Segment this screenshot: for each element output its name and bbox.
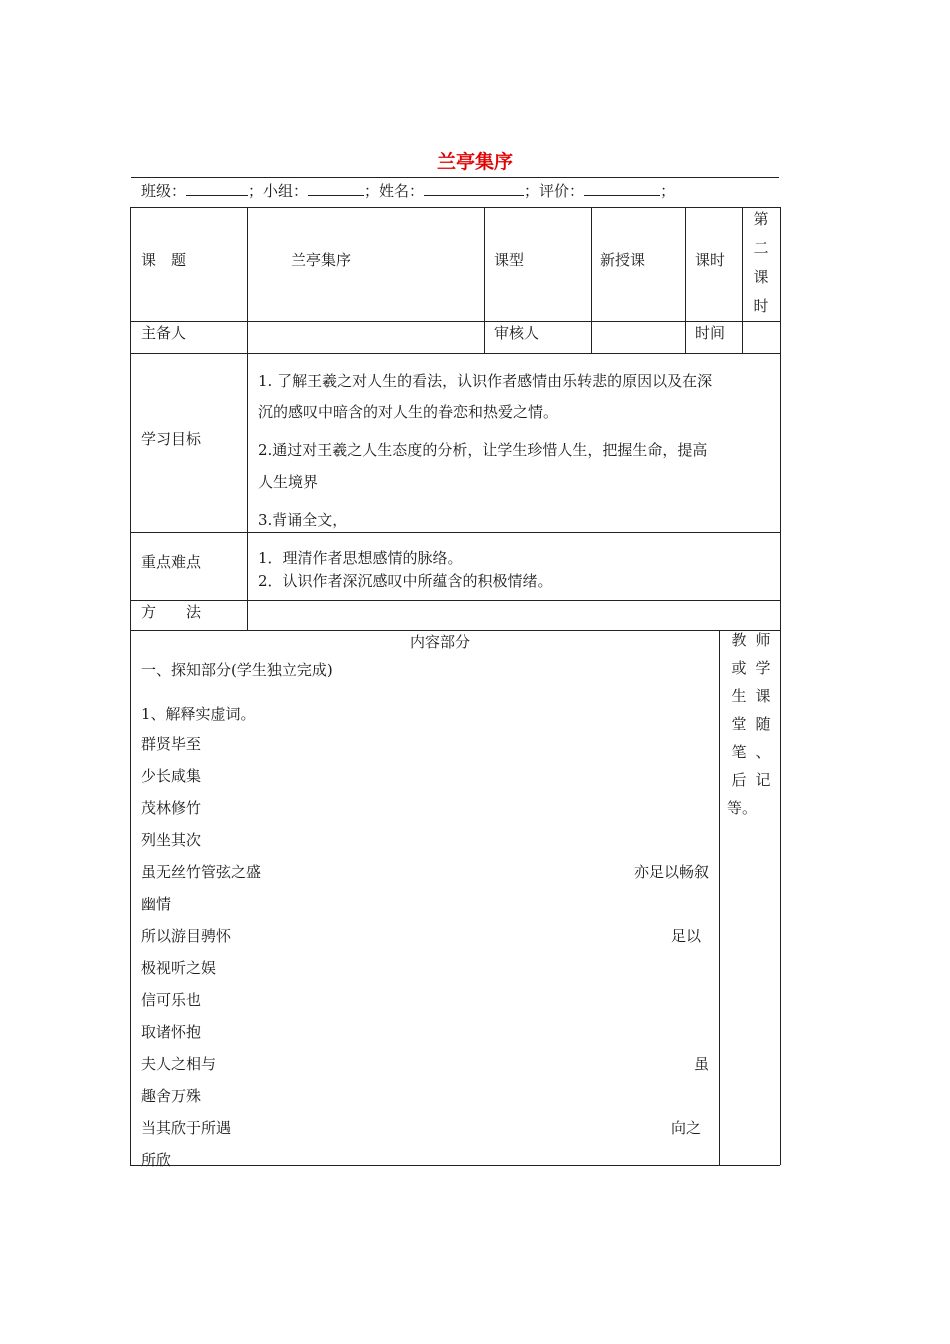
name-label: ；姓名： [364, 182, 425, 200]
line-right: 向之 [670, 1119, 701, 1137]
line-left: 信可乐也 [141, 991, 202, 1009]
notes-char: 随 [755, 715, 771, 733]
period-value [749, 205, 773, 321]
notes-char: 记 [755, 771, 771, 789]
notes-char: 教 [731, 631, 747, 649]
content-line [141, 989, 709, 1010]
goals-line: 沉的感叹中暗含的对人生的眷恋和热爱之情。 [258, 403, 559, 421]
goals-line: 3.背诵全文， [258, 511, 348, 529]
notes-char: 学 [755, 659, 771, 677]
line-left: 茂林修竹 [141, 799, 202, 817]
type-label: 课型 [494, 251, 525, 269]
content-line [141, 797, 709, 818]
content-line [141, 1149, 709, 1170]
table-line [130, 600, 780, 601]
eval-blank[interactable] [584, 181, 660, 196]
notes-char: 笔 [731, 743, 747, 761]
content-section: 一、探知部分(学生独立完成) [141, 661, 333, 679]
line-left: 极视听之娱 [141, 959, 217, 977]
content-line [141, 829, 709, 850]
period-char: 课 [753, 268, 769, 286]
key-points-label: 重点难点 [141, 553, 202, 571]
content-line [141, 733, 709, 754]
notes-char: 师 [755, 631, 771, 649]
key-points-line: 2．认识作者深沉感叹中所蕴含的积极情绪。 [258, 572, 553, 590]
content-subheading: 1、解释实虚词。 [141, 705, 256, 723]
teacher-notes-column [727, 626, 775, 822]
type-value: 新授课 [600, 251, 646, 269]
line-right: 足以 [670, 927, 701, 945]
period-label: 课时 [695, 251, 726, 269]
group-blank[interactable] [308, 181, 364, 196]
period-char: 时 [753, 297, 769, 315]
table-line [130, 532, 780, 533]
content-header: 内容部分 [410, 633, 471, 651]
content-line [141, 893, 709, 914]
table-line [742, 207, 743, 353]
notes-char: 或 [731, 659, 747, 677]
class-label: 班级： [141, 182, 187, 200]
notes-char: 、 [755, 743, 771, 761]
group-label: ；小组： [248, 182, 309, 200]
table-line [719, 630, 720, 1165]
name-blank[interactable] [424, 181, 524, 196]
topic-value: 兰亭集序 [291, 251, 352, 269]
line-left: 少长咸集 [141, 767, 202, 785]
table-line [130, 207, 780, 208]
line-left: 趣舍万殊 [141, 1087, 202, 1105]
table-line [780, 207, 781, 1165]
line-left: 夫人之相与 [141, 1055, 217, 1073]
period-char: 第 [753, 210, 769, 228]
content-line [141, 861, 709, 882]
preparer-label: 主备人 [141, 324, 187, 342]
info-end: ； [660, 182, 676, 200]
notes-char: 后 [731, 771, 747, 789]
notes-char: 堂 [731, 715, 747, 733]
page-title: 兰亭集序 [436, 151, 513, 173]
table-line [130, 321, 780, 322]
content-line [141, 957, 709, 978]
content-line [141, 1085, 709, 1106]
line-left: 取诸怀抱 [141, 1023, 202, 1041]
line-right: 亦足以畅叙 [633, 863, 709, 881]
line-left: 所以游目骋怀 [141, 927, 232, 945]
line-left: 所欣 [141, 1151, 172, 1169]
line-right: 虽 [693, 1055, 709, 1073]
goals-line: 人生境界 [258, 473, 319, 491]
table-line [130, 207, 131, 1165]
eval-label: ；评价： [524, 182, 585, 200]
content-line [141, 765, 709, 786]
line-left: 群贤毕至 [141, 735, 202, 753]
line-left: 幽情 [141, 895, 172, 913]
goals-line: 1. 了解王羲之对人生的看法，认识作者感情由乐转悲的原因以及在深 [258, 372, 713, 390]
topic-label: 课 题 [141, 251, 187, 269]
table-line [484, 207, 485, 353]
reviewer-label: 审核人 [494, 324, 540, 342]
key-points-line: 1．理清作者思想感情的脉络。 [258, 549, 463, 567]
content-line [141, 1117, 709, 1138]
notes-char: 等。 [727, 799, 758, 817]
table-line [247, 207, 248, 630]
content-line [141, 925, 709, 946]
content-line [141, 1021, 709, 1042]
table-line [685, 207, 686, 353]
content-line [141, 1053, 709, 1074]
title-rule [131, 177, 779, 178]
class-blank[interactable] [186, 181, 248, 196]
goals-label: 学习目标 [141, 430, 202, 448]
line-left: 当其欣于所遇 [141, 1119, 232, 1137]
notes-char: 课 [755, 687, 771, 705]
time-label: 时间 [695, 324, 726, 342]
line-left: 虽无丝竹管弦之盛 [141, 863, 262, 881]
table-line [130, 353, 780, 354]
period-char: 二 [753, 239, 769, 257]
goals-line: 2.通过对王羲之人生态度的分析，让学生珍惜人生，把握生命，提高 [258, 441, 708, 459]
student-info-line [141, 180, 675, 201]
method-label: 方 法 [141, 603, 202, 621]
notes-char [751, 794, 775, 822]
table-line [591, 207, 592, 353]
line-left: 列坐其次 [141, 831, 202, 849]
notes-char: 生 [731, 687, 747, 705]
